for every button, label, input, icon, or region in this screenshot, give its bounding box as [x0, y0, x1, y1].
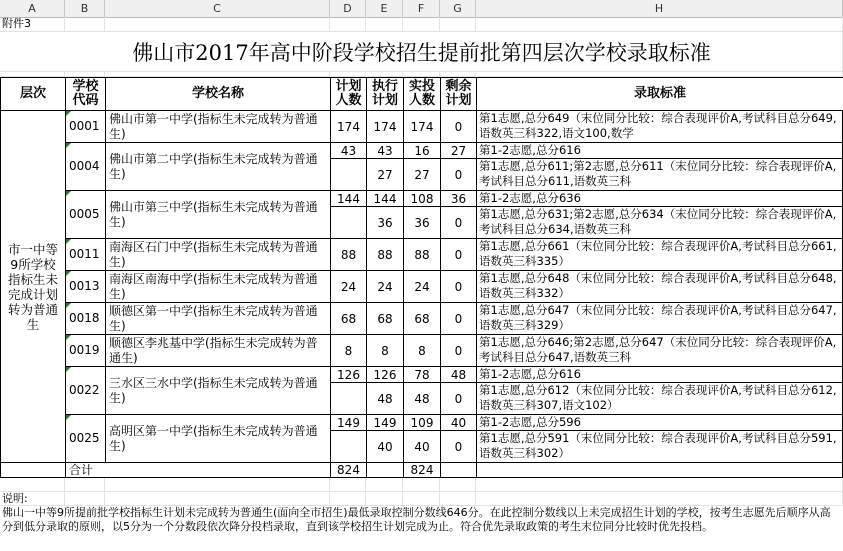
- admission-criteria[interactable]: 第1-2志愿,总分636: [476, 190, 843, 207]
- plan-count[interactable]: [330, 382, 367, 415]
- remain-plan[interactable]: 0: [440, 110, 477, 143]
- grid-cell[interactable]: [366, 492, 403, 506]
- grid-cell[interactable]: [476, 478, 843, 492]
- actual-count[interactable]: 88: [403, 238, 441, 271]
- school-code: 0005: [65, 190, 106, 239]
- school-code: 0025: [65, 414, 106, 463]
- plan-count[interactable]: [330, 206, 367, 239]
- header-level: 层次: [0, 77, 66, 111]
- grid-cell[interactable]: [366, 17, 403, 32]
- grid-cell[interactable]: [366, 478, 403, 492]
- actual-count[interactable]: 36: [403, 206, 441, 239]
- plan-count[interactable]: 126: [330, 366, 367, 383]
- remain-plan[interactable]: 36: [440, 190, 477, 207]
- plan-count[interactable]: 174: [330, 110, 367, 143]
- comment-indicator-icon: [66, 191, 71, 196]
- comment-indicator-icon: [66, 111, 71, 116]
- grid-cell[interactable]: [403, 478, 440, 492]
- actual-count[interactable]: 16: [403, 142, 441, 159]
- actual-count[interactable]: 40: [403, 430, 441, 463]
- column-header-b[interactable]: B: [65, 0, 105, 17]
- admission-criteria[interactable]: 第1志愿,总分647（末位同分比较：综合表现评价A,考试科目总分647,语数英三科329）: [476, 302, 843, 335]
- school-name: 顺德区李兆基中学(指标生未完成转为普通生): [105, 334, 331, 367]
- column-header-e[interactable]: E: [366, 0, 403, 17]
- column-header-bar: [0, 0, 843, 18]
- actual-count[interactable]: 78: [403, 366, 441, 383]
- exec-plan[interactable]: 24: [366, 270, 404, 303]
- school-code: 0013: [65, 270, 106, 303]
- grid-cell[interactable]: [476, 492, 843, 506]
- comment-indicator-icon: [66, 335, 71, 340]
- exec-plan[interactable]: 36: [366, 206, 404, 239]
- grid-cell[interactable]: [476, 17, 843, 32]
- actual-count[interactable]: 109: [403, 414, 441, 431]
- note-text: 佛山一中等9所提前批学校指标生计划未完成转为普通生(面向全市招生)最低录取控制分数线646分。在此控制分数线以上未完成招生计划的学校，按考生志愿先后顺序从高分到低分录取的原则，以5分为一个分数段依次降分投档录取，直到该学校招生计划完成为止。符合优先录取政策的考生末位同分比较时优先投档。: [2, 506, 831, 533]
- grid-cell[interactable]: [403, 17, 440, 32]
- plan-count[interactable]: 68: [330, 302, 367, 335]
- level-cell: 市一中等 9所学校 指标生未 完成计划 转为普通 生: [0, 110, 66, 463]
- comment-indicator-icon: [66, 367, 71, 372]
- admission-criteria[interactable]: 第1志愿,总分649（末位同分比较：综合表现评价A,考试科目总分649,语数英三科322,语文100,数学: [476, 110, 843, 143]
- school-name: 三水区三水中学(指标生未完成转为普通生): [105, 366, 331, 415]
- school-code: 0022: [65, 366, 106, 415]
- remain-plan[interactable]: 0: [440, 382, 477, 415]
- exec-plan[interactable]: 43: [366, 142, 404, 159]
- plan-count[interactable]: 144: [330, 190, 367, 207]
- note-label: 说明:: [2, 492, 28, 505]
- column-header-f[interactable]: F: [403, 0, 440, 17]
- comment-indicator-icon: [66, 415, 71, 420]
- admission-criteria[interactable]: 第1志愿,总分648（末位同分比较：综合表现评价A,考试科目总分648,语数英三科332）: [476, 270, 843, 303]
- actual-count[interactable]: 108: [403, 190, 441, 207]
- exec-plan[interactable]: 149: [366, 414, 404, 431]
- plan-count[interactable]: 43: [330, 142, 367, 159]
- plan-count[interactable]: [330, 430, 367, 463]
- exec-plan[interactable]: 8: [366, 334, 404, 367]
- plan-count[interactable]: 8: [330, 334, 367, 367]
- grid-cell[interactable]: [0, 478, 65, 492]
- total-blank: [476, 462, 843, 478]
- exec-plan[interactable]: 126: [366, 366, 404, 383]
- plan-count[interactable]: 24: [330, 270, 367, 303]
- school-code: 0001: [65, 110, 106, 143]
- grid-cell[interactable]: [105, 478, 330, 492]
- exec-plan[interactable]: 48: [366, 382, 404, 415]
- school-code: 0011: [65, 238, 106, 271]
- school-name: 顺德区第一中学(指标生未完成转为普通生): [105, 302, 331, 335]
- admission-criteria[interactable]: 第1志愿,总分631;第2志愿,总分634（末位同分比较：综合表现评价A,考试科目总分634,语数英三科: [476, 206, 843, 239]
- total-actual: 824: [403, 462, 441, 478]
- header-name: 学校名称: [105, 77, 331, 111]
- actual-count[interactable]: 68: [403, 302, 441, 335]
- school-name: 南海区石门中学(指标生未完成转为普通生): [105, 238, 331, 271]
- header-actual: 实投 人数: [403, 77, 441, 111]
- remain-plan[interactable]: 0: [440, 302, 477, 335]
- plan-count[interactable]: [330, 158, 367, 191]
- column-header-h[interactable]: H: [476, 0, 843, 17]
- comment-indicator-icon: [66, 239, 71, 244]
- total-blank: [0, 462, 66, 478]
- plan-count[interactable]: 88: [330, 238, 367, 271]
- remain-plan[interactable]: 0: [440, 238, 477, 271]
- page-title: 佛山市2017年高中阶段学校招生提前批第四层次学校录取标准: [132, 41, 711, 65]
- plan-count[interactable]: 149: [330, 414, 367, 431]
- column-header-d[interactable]: D: [330, 0, 366, 17]
- exec-plan[interactable]: 144: [366, 190, 404, 207]
- total-blank: [440, 462, 477, 478]
- school-name: 佛山市第三中学(指标生未完成转为普通生): [105, 190, 331, 239]
- exec-plan[interactable]: 68: [366, 302, 404, 335]
- school-name: 佛山市第二中学(指标生未完成转为普通生): [105, 142, 331, 191]
- exec-plan[interactable]: 174: [366, 110, 404, 143]
- grid-cell[interactable]: [330, 478, 366, 492]
- school-code: 0004: [65, 142, 106, 191]
- actual-count[interactable]: 8: [403, 334, 441, 367]
- school-name: 南海区南海中学(指标生未完成转为普通生): [105, 270, 331, 303]
- actual-count[interactable]: 27: [403, 158, 441, 191]
- grid-cell[interactable]: [105, 17, 330, 32]
- grid-cell[interactable]: [65, 478, 105, 492]
- remain-plan[interactable]: 0: [440, 270, 477, 303]
- remain-plan[interactable]: 27: [440, 142, 477, 159]
- header-exec: 执行 计划: [366, 77, 404, 111]
- spreadsheet-grid: [0, 17, 843, 551]
- total-label: 合计: [65, 462, 331, 478]
- remain-plan[interactable]: 0: [440, 334, 477, 367]
- grid-cell[interactable]: [440, 17, 476, 32]
- column-header-a[interactable]: A: [0, 0, 65, 17]
- actual-count[interactable]: 24: [403, 270, 441, 303]
- header-code: 学校 代码: [65, 77, 106, 111]
- admission-criteria[interactable]: 第1-2志愿,总分616: [476, 142, 843, 159]
- admission-criteria[interactable]: 第1志愿,总分612（末位同分比较：综合表现评价A,考试科目总分612,语数英三科307,语文102）: [476, 382, 843, 415]
- exec-plan[interactable]: 27: [366, 158, 404, 191]
- remain-plan[interactable]: 0: [440, 430, 477, 463]
- exec-plan[interactable]: 88: [366, 238, 404, 271]
- admission-criteria[interactable]: 第1-2志愿,总分596: [476, 414, 843, 431]
- school-code: 0019: [65, 334, 106, 367]
- exec-plan[interactable]: 40: [366, 430, 404, 463]
- school-name: 佛山市第一中学(指标生未完成转为普通生): [105, 110, 331, 143]
- total-blank: [366, 462, 404, 478]
- admission-criteria[interactable]: 第1志愿,总分646;第2志愿,总分647（末位同分比较：综合表现评价A,考试科目总分647,语数英三科: [476, 334, 843, 367]
- actual-count[interactable]: 174: [403, 110, 441, 143]
- column-header-g[interactable]: G: [440, 0, 476, 17]
- school-code: 0018: [65, 302, 106, 335]
- grid-cell[interactable]: [105, 492, 330, 506]
- comment-indicator-icon: [66, 303, 71, 308]
- header-plan: 计划 人数: [330, 77, 367, 111]
- header-remain: 剩余 计划: [440, 77, 477, 111]
- column-header-c[interactable]: C: [105, 0, 330, 17]
- grid-cell[interactable]: [440, 492, 476, 506]
- admission-criteria[interactable]: 第1-2志愿,总分616: [476, 366, 843, 383]
- admission-criteria[interactable]: 第1志愿,总分661（末位同分比较：综合表现评价A,考试科目总分661,语数英三科335）: [476, 238, 843, 271]
- remain-plan[interactable]: 48: [440, 366, 477, 383]
- grid-cell[interactable]: [403, 492, 440, 506]
- actual-count[interactable]: 48: [403, 382, 441, 415]
- grid-cell[interactable]: [330, 492, 366, 506]
- admission-criteria[interactable]: 第1志愿,总分611;第2志愿,总分611（末位同分比较：综合表现评价A,考试科目总分611,语数英三科: [476, 158, 843, 191]
- grid-cell[interactable]: [440, 478, 476, 492]
- remain-plan[interactable]: 0: [440, 158, 477, 191]
- admission-criteria[interactable]: 第1志愿,总分591（末位同分比较：综合表现评价A,考试科目总分591,语数英三科302）: [476, 430, 843, 463]
- comment-indicator-icon: [66, 271, 71, 276]
- remain-plan[interactable]: 40: [440, 414, 477, 431]
- grid-cell[interactable]: [330, 17, 366, 32]
- total-plan: 824: [330, 462, 367, 478]
- header-criteria: 录取标准: [476, 77, 843, 111]
- remain-plan[interactable]: 0: [440, 206, 477, 239]
- sheet-label: 附件3: [2, 17, 31, 30]
- school-name: 高明区第一中学(指标生未完成转为普通生): [105, 414, 331, 463]
- comment-indicator-icon: [66, 143, 71, 148]
